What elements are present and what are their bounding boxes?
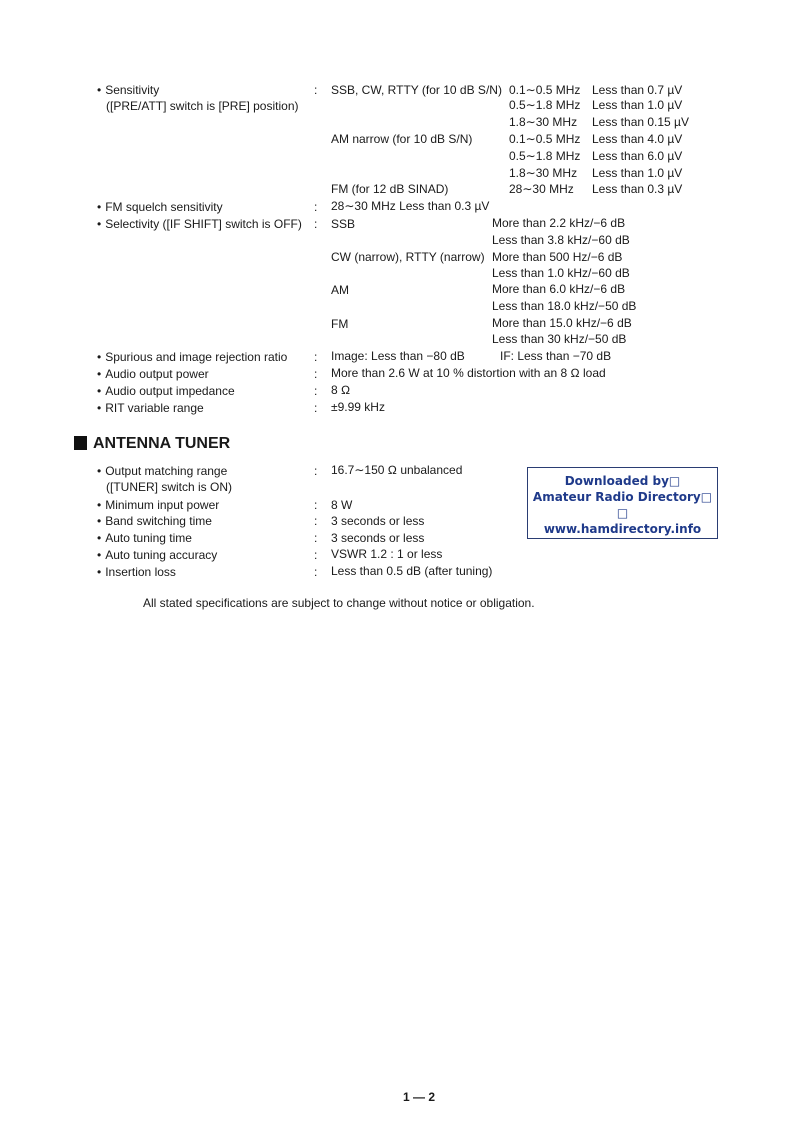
audio-power-colon: : xyxy=(314,367,318,381)
tuner-item-label: • Insertion loss xyxy=(97,565,176,579)
sens-mode-ssb: SSB, CW, RTTY (for 10 dB S/N) xyxy=(331,83,502,97)
tuner-item-sublabel: ([TUNER] switch is ON) xyxy=(106,480,232,494)
sens-range: 0.5∼1.8 MHz xyxy=(509,98,581,112)
tuner-item-label: • Auto tuning accuracy xyxy=(97,548,217,562)
tuner-item-label: • Output matching range xyxy=(97,464,227,478)
spurious-colon: : xyxy=(314,350,318,364)
sens-value: Less than 1.0 µV xyxy=(592,98,683,112)
sensitivity-sublabel: ([PRE/ATT] switch is [PRE] position) xyxy=(106,99,299,113)
section-heading-text: ANTENNA TUNER xyxy=(93,435,231,452)
rit-colon: : xyxy=(314,401,318,415)
square-bullet-icon xyxy=(74,436,87,450)
sens-range: 28∼30 MHz xyxy=(509,182,574,196)
tuner-item-colon: : xyxy=(314,565,318,579)
sensitivity-colon: : xyxy=(314,83,318,97)
fm-squelch-value: 28∼30 MHz Less than 0.3 µV xyxy=(331,199,490,213)
sens-range: 1.8∼30 MHz xyxy=(509,166,578,180)
selectivity-label: • Selectivity ([IF SHIFT] switch is OFF) xyxy=(97,217,302,231)
sens-range: 0.5∼1.8 MHz xyxy=(509,149,581,163)
sens-range: 1.8∼30 MHz xyxy=(509,115,578,129)
sensitivity-label: • Sensitivity xyxy=(97,83,159,97)
spurious-image-value: Image: Less than −80 dB xyxy=(331,349,465,363)
sens-value: Less than 0.7 µV xyxy=(592,83,683,97)
sens-value: Less than 1.0 µV xyxy=(592,166,683,180)
audio-impedance-colon: : xyxy=(314,384,318,398)
watermark-url: www.hamdirectory.info xyxy=(543,522,702,536)
fm-squelch-label: • FM squelch sensitivity xyxy=(97,200,223,214)
tuner-item-colon: : xyxy=(314,531,318,545)
tuner-item-colon: : xyxy=(314,498,318,512)
sens-mode-fm: FM (for 12 dB SINAD) xyxy=(331,182,449,196)
tuner-item-label: • Auto tuning time xyxy=(97,531,192,545)
rit-value: ±9.99 kHz xyxy=(331,400,385,414)
section-heading-antenna-tuner xyxy=(74,434,230,454)
tuner-item-label: • Minimum input power xyxy=(97,498,219,512)
audio-impedance-label: • Audio output impedance xyxy=(97,384,235,398)
sens-value: Less than 0.3 µV xyxy=(592,182,683,196)
tuner-item-label: • Band switching time xyxy=(97,514,212,528)
footer-note: All stated specifications are subject to change without notice or obligation. xyxy=(143,596,535,610)
page-number: 1 — 2 xyxy=(403,1090,436,1104)
sel-line: Less than 3.8 kHz/−60 dB xyxy=(492,233,630,247)
watermark-line: □ xyxy=(616,506,629,520)
tuner-item-value: 8 W xyxy=(331,498,353,512)
tuner-item-value: 3 seconds or less xyxy=(331,514,425,528)
sel-mode-am: AM xyxy=(331,283,349,297)
audio-power-label: • Audio output power xyxy=(97,367,209,381)
watermark-line: Amateur Radio Directory □ xyxy=(528,489,717,505)
download-watermark xyxy=(527,467,718,539)
sel-mode-ssb: SSB xyxy=(331,217,356,231)
fm-squelch-colon: : xyxy=(314,200,318,214)
tuner-item-value: 3 seconds or less xyxy=(331,531,425,545)
sens-value: Less than 0.15 µV xyxy=(592,115,689,129)
sens-range: 0.1∼0.5 MHz xyxy=(509,83,581,97)
spurious-if-value: IF: Less than −70 dB xyxy=(500,349,612,363)
selectivity-colon: : xyxy=(314,217,318,231)
tuner-item-value: Less than 0.5 dB (after tuning) xyxy=(331,564,493,578)
spurious-label: • Spurious and image rejection ratio xyxy=(97,350,287,364)
tuner-item-colon: : xyxy=(314,548,318,562)
rit-label: • RIT variable range xyxy=(97,401,204,415)
tuner-item-value: VSWR 1.2 : 1 or less xyxy=(331,547,443,561)
sel-line: Less than 1.0 kHz/−60 dB xyxy=(492,266,630,280)
sens-value: Less than 6.0 µV xyxy=(592,149,683,163)
sel-line: More than 15.0 kHz/−6 dB xyxy=(492,316,632,330)
audio-power-value: More than 2.6 W at 10 % distortion with an 8 Ω load xyxy=(331,366,606,380)
watermark-line: Downloaded by □ xyxy=(528,473,717,489)
tuner-item-value: 16.7∼150 Ω unbalanced xyxy=(331,463,463,477)
sens-value: Less than 4.0 µV xyxy=(592,132,683,146)
sel-line: More than 2.2 kHz/−6 dB xyxy=(492,216,626,230)
sens-mode-am: AM narrow (for 10 dB S/N) xyxy=(331,132,473,146)
sens-range: 0.1∼0.5 MHz xyxy=(509,132,581,146)
sel-mode-fm: FM xyxy=(331,317,349,331)
sel-line: More than 6.0 kHz/−6 dB xyxy=(492,282,626,296)
sel-mode-cw: CW (narrow), RTTY (narrow) xyxy=(331,250,485,264)
sel-line: Less than 30 kHz/−50 dB xyxy=(492,332,627,346)
sel-line: More than 500 Hz/−6 dB xyxy=(492,250,623,264)
sel-line: Less than 18.0 kHz/−50 dB xyxy=(492,299,637,313)
tuner-item-colon: : xyxy=(314,464,318,478)
audio-impedance-value: 8 Ω xyxy=(331,383,351,397)
tuner-item-colon: : xyxy=(314,514,318,528)
